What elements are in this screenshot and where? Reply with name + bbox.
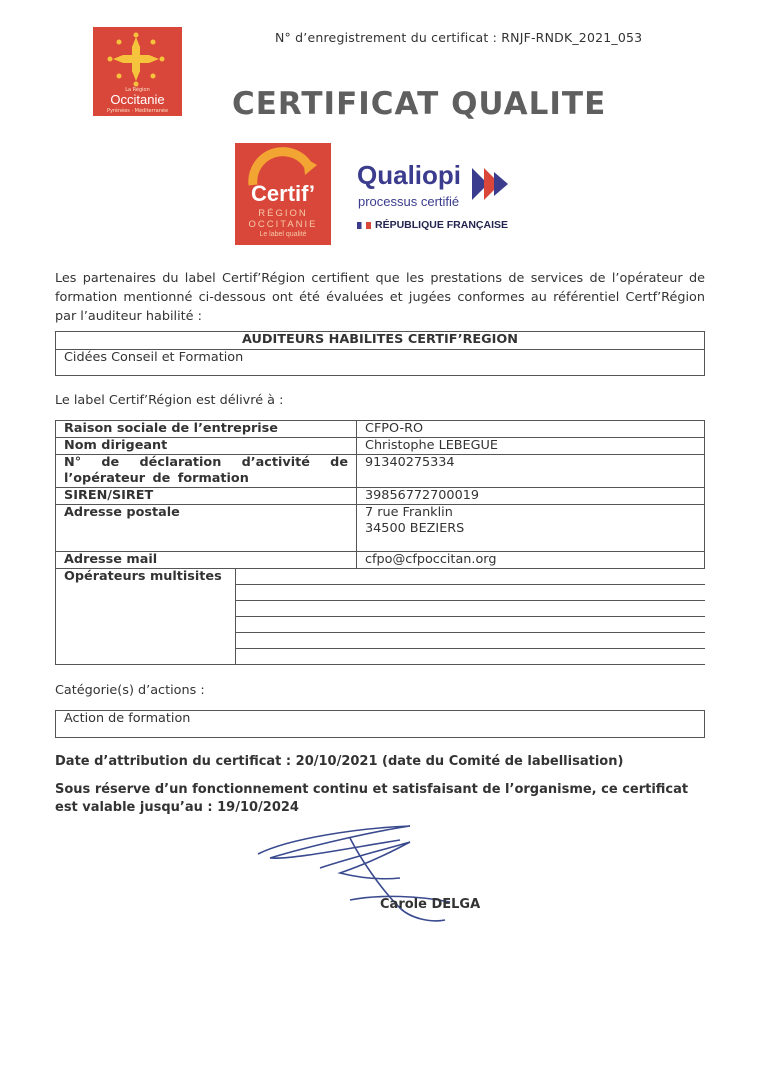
- occitanie-logo: [93, 27, 182, 116]
- table-row: [56, 505, 705, 552]
- qualiopi-arrows-icon: [470, 164, 510, 204]
- categorie-table: [55, 710, 705, 738]
- multisite-line: [236, 601, 705, 617]
- dirigeant-label: Nom dirigeant: [56, 438, 357, 455]
- certif-line2: RÉGION: [258, 208, 308, 219]
- categorie-value: Action de formation: [56, 711, 705, 738]
- siren-label: SIREN/SIRET: [56, 488, 357, 505]
- multisites-cell: [56, 569, 705, 665]
- declaration-value: 91340275334: [357, 455, 705, 488]
- table-row: [56, 421, 705, 438]
- table-row: [56, 552, 705, 569]
- occitan-cross-icon: [107, 31, 165, 89]
- french-flag-icon: [357, 222, 371, 229]
- multisite-line: [236, 569, 705, 585]
- page-title: CERTIFICAT QUALITE: [232, 86, 607, 122]
- multisite-line: [236, 617, 705, 633]
- adresse-line1: 7 rue Franklin: [365, 505, 453, 520]
- adresse-label: Adresse postale: [56, 505, 357, 552]
- categorie-label: Catégorie(s) d’actions :: [55, 683, 205, 698]
- auditeurs-table: [55, 331, 705, 376]
- auditeurs-header: AUDITEURS HABILITES CERTIF’REGION: [56, 332, 705, 350]
- qualiopi-name: Qualiopi: [357, 160, 461, 190]
- republique-label: RÉPUBLIQUE FRANÇAISE: [375, 219, 509, 231]
- occitanie-subtitle: Pyrénées · Méditerranée: [106, 108, 169, 114]
- auditeurs-value: Cidées Conseil et Formation: [56, 350, 705, 376]
- adresse-value: [357, 505, 705, 552]
- mail-label: Adresse mail: [56, 552, 357, 569]
- dirigeant-value: Christophe LEBEGUE: [357, 438, 705, 455]
- raison-sociale-label: Raison sociale de l’entreprise: [56, 421, 357, 438]
- validity-statement: Sous réserve d’un fonctionnement continu et satisfaisant de l’organisme, ce certificat est valable jusqu’au : 19/10/2024: [55, 782, 689, 815]
- occitanie-region-label: La Région: [125, 87, 150, 93]
- table-row: [56, 455, 705, 488]
- certif-line1: Certif’: [251, 181, 315, 206]
- mail-value: cfpo@cfpoccitan.org: [357, 552, 705, 569]
- multisites-label: Opérateurs multisites: [56, 569, 236, 664]
- certif-region-logo: [235, 143, 331, 245]
- intro-paragraph: Les partenaires du label Certif’Région certifient que les prestations de services de l’opérateur de formation mentionné ci-dessous ont été évaluées et jugées conformes au référentiel Certf’Région par l’auditeur habilité :: [55, 271, 705, 324]
- signer-name: Carole DELGA: [380, 897, 481, 912]
- company-info-table: [55, 420, 705, 665]
- republique-francaise: [357, 219, 508, 231]
- multisites-inner: [56, 569, 705, 664]
- multisites-lines: [236, 569, 705, 664]
- multisite-line: [236, 649, 705, 665]
- certif-line4: Le label qualité: [259, 231, 307, 238]
- table-row: [56, 488, 705, 505]
- registration-number: N° d’enregistrement du certificat : RNJF-RNDK_2021_053: [275, 30, 643, 45]
- certif-line3: OCCITANIE: [248, 219, 318, 230]
- table-row: [56, 438, 705, 455]
- occitanie-name: Occitanie: [110, 92, 165, 107]
- table-row: [56, 569, 705, 665]
- multisite-line: [236, 633, 705, 649]
- qualiopi-subtitle: processus certifié: [358, 194, 460, 209]
- multisite-line: [236, 585, 705, 601]
- adresse-line2: 34500 BEZIERS: [365, 521, 465, 536]
- attribution-date: Date d’attribution du certificat : 20/10/2021 (date du Comité de labellisation): [55, 754, 624, 769]
- delivre-label: Le label Certif’Région est délivré à :: [55, 393, 284, 408]
- declaration-label: N° de déclaration d’activité de l’opérateur de formation: [56, 455, 357, 488]
- siren-value: 39856772700019: [357, 488, 705, 505]
- raison-sociale-value: CFPO-RO: [357, 421, 705, 438]
